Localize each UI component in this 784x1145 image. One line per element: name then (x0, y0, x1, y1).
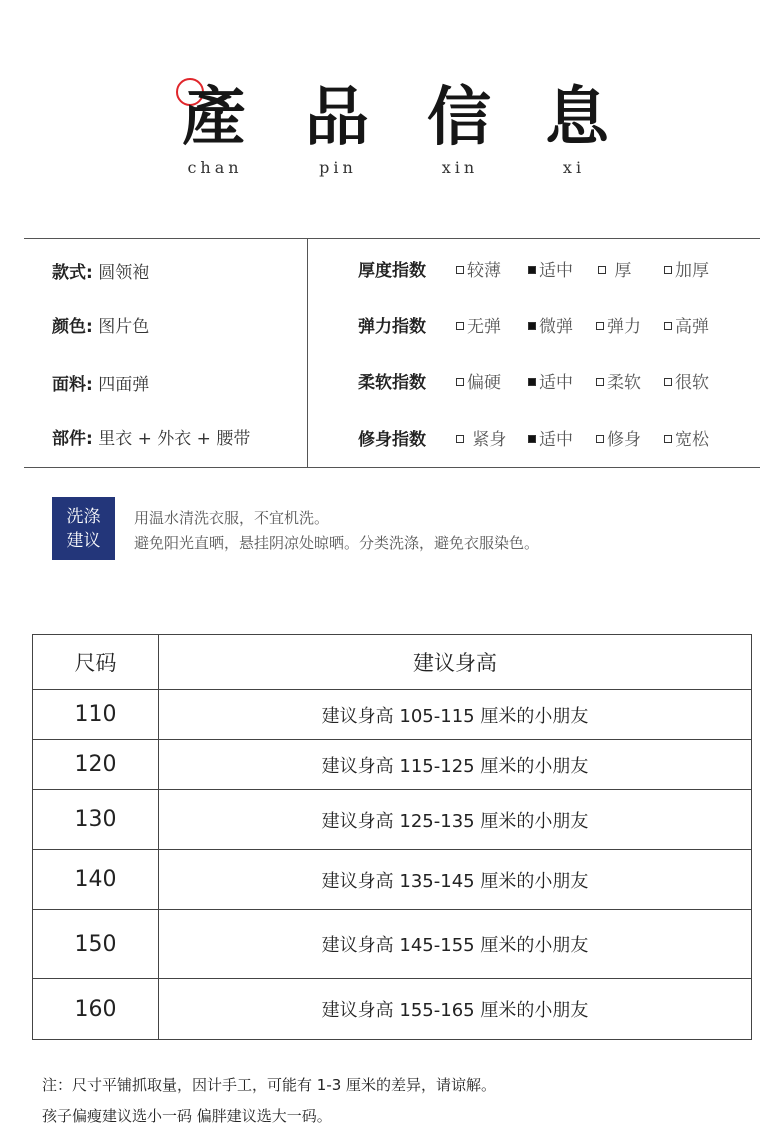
checkbox-icon (664, 435, 672, 443)
option-label: 柔软 (607, 373, 641, 393)
option-item (456, 312, 501, 337)
washing-badge-line2: 建议 (66, 530, 101, 551)
checkbox-icon (456, 266, 464, 274)
table-row (33, 850, 752, 910)
option-label: 适中 (539, 261, 573, 281)
note-line-1: 注：尺寸平铺抓取量，因计手工，可能有 1-3 厘米的差异，请谅解。 (42, 1076, 497, 1094)
option-label: 适中 (539, 373, 573, 393)
info-divider (307, 238, 308, 468)
spec-key: 面料: (52, 375, 93, 395)
washing-text-2: 避免阳光直晒，悬挂阴凉处晾晒。分类洗涤，避免衣服染色。 (134, 534, 540, 552)
size-cell: 110 (33, 690, 159, 740)
option-label: 很软 (675, 373, 709, 393)
checked-box-icon (528, 322, 536, 330)
checkbox-icon (664, 322, 672, 330)
option-label: 紧身 (472, 430, 507, 450)
table-row (33, 740, 752, 790)
pinyin-4: xi (562, 158, 586, 177)
index-key: 修身指数 (358, 430, 426, 450)
index-key: 弹力指数 (358, 317, 426, 337)
index-key: 柔软指数 (358, 373, 426, 393)
height-cell: 建议身高 155-165 厘米的小朋友 (159, 979, 752, 1040)
pinyin-3: xin (441, 158, 479, 177)
note-line-2: 孩子偏瘦建议选小一码 偏胖建议选大一码。 (42, 1107, 332, 1125)
checked-box-icon (528, 435, 536, 443)
checkbox-icon (664, 378, 672, 386)
option-label: 厚 (614, 261, 632, 281)
option-label: 适中 (539, 430, 573, 450)
option-item (456, 425, 506, 450)
table-row (33, 790, 752, 850)
option-item (528, 256, 573, 281)
checkbox-icon (598, 266, 606, 274)
option-item (664, 425, 709, 450)
info-bottom-rule (24, 467, 760, 468)
table-row (33, 979, 752, 1040)
option-item (528, 425, 573, 450)
size-cell: 140 (33, 850, 159, 910)
option-label: 较薄 (467, 261, 501, 281)
header-size: 尺码 (33, 635, 159, 690)
spec-value: 图片色 (98, 317, 150, 337)
checked-box-icon (528, 378, 536, 386)
size-cell: 120 (33, 740, 159, 790)
checkbox-icon (456, 435, 464, 443)
option-label: 弹力 (607, 317, 641, 337)
checked-box-icon (528, 266, 536, 274)
spec-key: 款式: (52, 263, 93, 283)
title-char-4: 息 (545, 80, 609, 155)
header-height: 建议身高 (159, 635, 752, 690)
height-cell: 建议身高 105-115 厘米的小朋友 (159, 690, 752, 740)
option-item (528, 312, 573, 337)
washing-badge-line1: 洗涤 (66, 506, 101, 527)
spec-key: 颜色: (52, 317, 93, 337)
pinyin-1: chan (187, 158, 243, 177)
option-item (598, 256, 631, 281)
height-cell: 建议身高 125-135 厘米的小朋友 (159, 790, 752, 850)
spec-value: 里衣 + 外衣 + 腰带 (98, 429, 251, 449)
title-char-2: 品 (305, 80, 369, 155)
checkbox-icon (664, 266, 672, 274)
option-label: 微弹 (539, 317, 573, 337)
option-item (528, 368, 573, 393)
checkbox-icon (596, 435, 604, 443)
size-cell: 160 (33, 979, 159, 1040)
option-label: 高弹 (675, 317, 709, 337)
option-label: 加厚 (675, 261, 709, 281)
size-cell: 150 (33, 910, 159, 979)
spec-value: 圆领袍 (98, 263, 150, 283)
option-item (456, 368, 501, 393)
washing-badge (52, 497, 115, 560)
checkbox-icon (596, 322, 604, 330)
option-label: 偏硬 (467, 373, 501, 393)
spec-color (52, 312, 149, 337)
checkbox-icon (456, 378, 464, 386)
height-cell: 建议身高 115-125 厘米的小朋友 (159, 740, 752, 790)
option-item (596, 368, 641, 393)
spec-style (52, 258, 149, 283)
title-char-3: 信 (427, 80, 491, 155)
height-cell: 建议身高 145-155 厘米的小朋友 (159, 910, 752, 979)
checkbox-icon (456, 322, 464, 330)
table-header-row (33, 635, 752, 690)
size-cell: 130 (33, 790, 159, 850)
title-char-1: 產 (182, 80, 246, 155)
washing-text-1: 用温水清洗衣服，不宜机洗。 (134, 509, 330, 527)
option-item (596, 312, 641, 337)
size-table (32, 634, 752, 1040)
option-item (456, 256, 501, 281)
option-label: 宽松 (675, 430, 709, 450)
option-label: 无弹 (467, 317, 501, 337)
index-key: 厚度指数 (358, 261, 426, 281)
option-item (664, 368, 709, 393)
pinyin-2: pin (319, 158, 357, 177)
info-top-rule (24, 238, 760, 239)
spec-value: 四面弹 (98, 375, 150, 395)
option-item (664, 312, 709, 337)
spec-key: 部件: (52, 429, 93, 449)
checkbox-icon (596, 378, 604, 386)
spec-parts (52, 424, 250, 449)
option-item (664, 256, 709, 281)
spec-fabric (52, 370, 149, 395)
option-label: 修身 (607, 430, 641, 450)
option-item (596, 425, 641, 450)
height-cell: 建议身高 135-145 厘米的小朋友 (159, 850, 752, 910)
table-row (33, 690, 752, 740)
table-row (33, 910, 752, 979)
